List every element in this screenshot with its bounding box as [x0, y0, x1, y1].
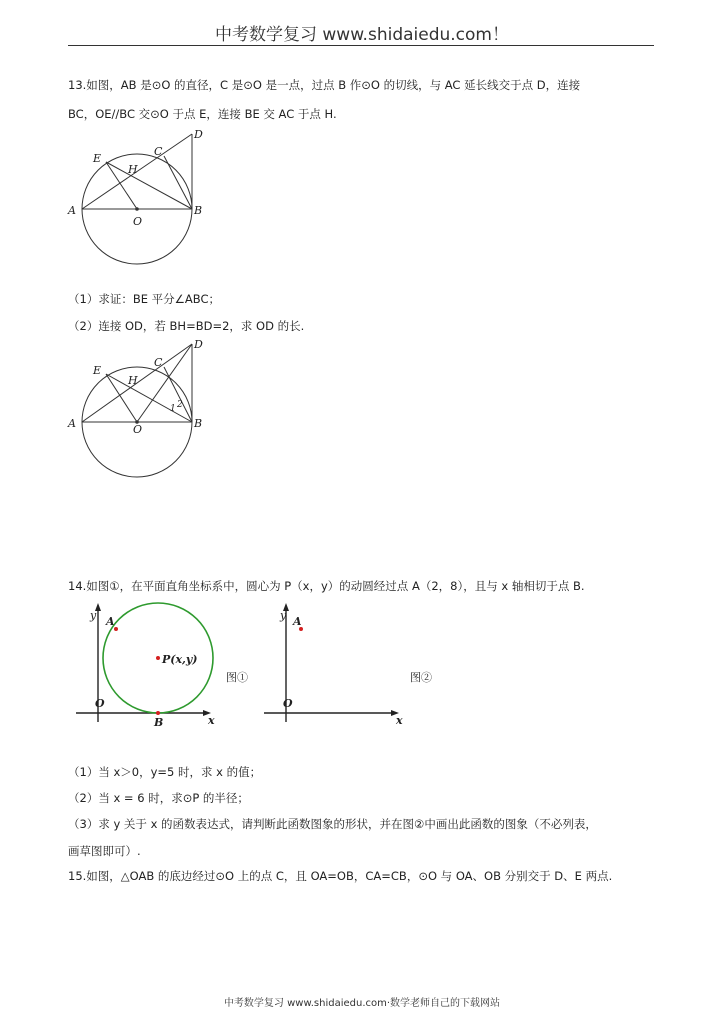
fig2-label-c: C: [154, 356, 163, 369]
fig-a-label-x: x: [208, 714, 215, 727]
fig-a-label-a: A: [106, 615, 115, 628]
fig2-line-be: [106, 374, 192, 422]
fig-b-label-x: x: [396, 714, 403, 727]
fig-b-label-y: y: [280, 609, 287, 622]
q13-part1: （1）求证：BE 平分∠ABC；: [68, 292, 221, 306]
fig2-angle-1: 1: [170, 404, 176, 414]
fig-a-label-y: y: [90, 609, 97, 622]
fig1-label-h: H: [128, 163, 138, 176]
q14-line1: 14.如图①，在平面直角坐标系中，圆心为 P（x，y）的动圆经过点 A（2，8），且与 x 轴相切于点 B.: [68, 579, 585, 593]
fig2-label-o: O: [133, 423, 143, 436]
fig2-label-a: A: [68, 417, 76, 430]
fig-b-caption: 图②: [410, 671, 432, 684]
fig-b-label-o: O: [283, 697, 293, 710]
fig-a-point-b: [156, 711, 160, 715]
fig-b-label-a: A: [293, 615, 302, 628]
fig1-label-a: A: [68, 204, 76, 217]
q13-part2: （2）连接 OD，若 BH=BD=2，求 OD 的长.: [68, 319, 305, 333]
fig2-label-e: E: [93, 364, 102, 377]
fig2-label-b: B: [194, 417, 203, 430]
q14-part3-line2: 画草图即可）.: [68, 844, 141, 858]
fig2-label-d: D: [194, 338, 203, 351]
q15-line1: 15.如图，△OAB 的底边经过⊙O 上的点 C，且 OA=OB，CA=CB，⊙O 与 OA、OB 分别交于 D、E 两点.: [68, 869, 613, 883]
fig1-center-dot: [135, 207, 139, 211]
fig-a-point-a: [114, 627, 118, 631]
page-header: 中考数学复习 www.shidaiedu.com！: [215, 25, 509, 45]
q13-figure-2: [64, 336, 214, 486]
q14-part2: （2）当 x = 6 时，求⊙P 的半径；: [68, 791, 249, 805]
q13-line2: BC，OE//BC 交⊙O 于点 E，连接 BE 交 AC 于点 H.: [68, 107, 337, 121]
q14-part3-line1: （3）求 y 关于 x 的函数表达式，请判断此函数图象的形状，并在图②中画出此函数的图象（不必列表，: [68, 817, 597, 831]
fig-a-label-b: B: [154, 716, 164, 729]
header-divider: [68, 45, 654, 46]
fig2-label-h: H: [128, 374, 138, 387]
q13-line1: 13.如图，AB 是⊙O 的直径，C 是⊙O 是一点，过点 B 作⊙O 的切线，与 AC 延长线交于点 D，连接: [68, 78, 581, 92]
fig1-label-e: E: [93, 152, 102, 165]
q14-part1: （1）当 x＞0，y=5 时，求 x 的值；: [68, 765, 262, 779]
fig1-label-c: C: [154, 145, 163, 158]
fig-a-point-p: [156, 656, 160, 660]
fig2-angle-2: 2: [177, 400, 183, 410]
fig-a-label-o: O: [95, 697, 105, 710]
fig-a-caption: 图①: [226, 671, 248, 684]
q13-figure-1: [64, 126, 214, 286]
fig1-label-o: O: [133, 215, 143, 228]
fig1-label-d: D: [194, 128, 203, 141]
q14-figures: [68, 600, 432, 730]
page-footer: 中考数学复习 www.shidaiedu.com·数学老师自己的下载网站: [223, 998, 501, 1009]
fig2-line-od: [137, 344, 192, 422]
fig-a-label-p: P(x,y): [162, 653, 198, 666]
fig1-label-b: B: [194, 204, 203, 217]
